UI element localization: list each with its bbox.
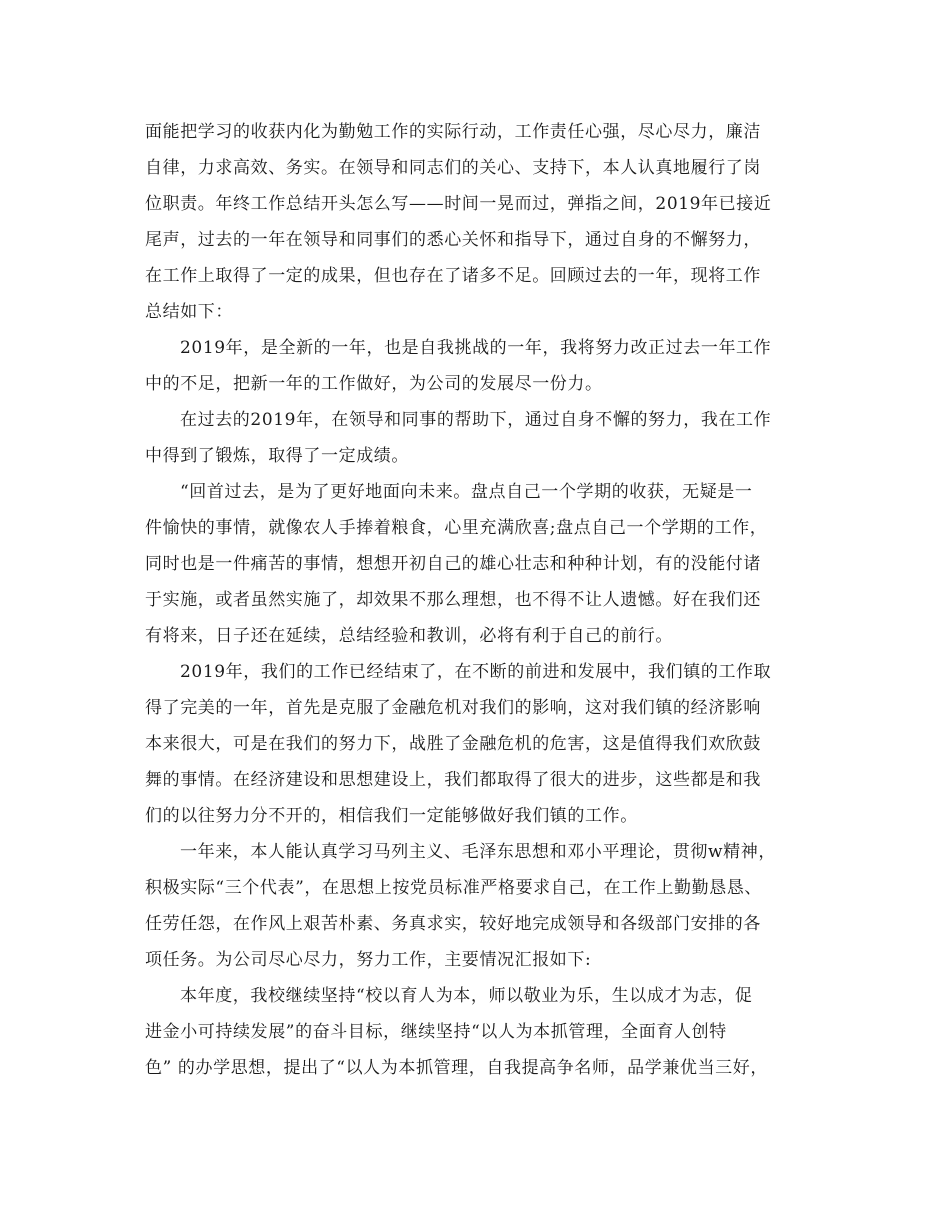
paragraph-start-line: 本年度，我校继续坚持“校以育人为本，师以敬业为乐，生以成才为志，促 [180, 986, 753, 1006]
document-body [145, 114, 835, 1086]
text-line: 任劳任怨，在作风上艰苦朴素、务真求实，较好地完成领导和各级部门安排的各 [145, 914, 761, 934]
text-line: 色” 的办学思想，提出了“以人为本抓管理，自我提高争名师，品学兼优当三好， [145, 1058, 768, 1078]
text-line: 自律，力求高效、务实。在领导和同志们的关心、支持下，本人认真地履行了岗 [145, 158, 761, 178]
text-line: 有将来，日子还在延续，总结经验和教训，必将有利于自己的前行。 [145, 626, 673, 646]
paragraph-start-line: “回首过去，是为了更好地面向未来。盘点自己一个学期的收获，无疑是一 [180, 482, 753, 502]
text-line: 中得到了锻炼，取得了一定成绩。 [145, 446, 409, 466]
text-line: 中的不足，把新一年的工作做好，为公司的发展尽一份力。 [145, 374, 603, 394]
text-line: 件愉快的事情，就像农人手捧着粮食，心里充满欣喜;盘点自己一个学期的工作， [145, 518, 768, 538]
text-line: 舞的事情。在经济建设和思想建设上，我们都取得了很大的进步，这些都是和我 [145, 770, 761, 790]
text-line: 在工作上取得了一定的成果，但也存在了诸多不足。回顾过去的一年，现将工作 [145, 266, 761, 286]
paragraph-start-line: 2019年，是全新的一年，也是自我挑战的一年，我将努力改正过去一年工作 [180, 338, 772, 358]
text-line: 总结如下： [145, 302, 233, 322]
paragraph-start-line: 2019年，我们的工作已经结束了，在不断的前进和发展中，我们镇的工作取 [180, 662, 772, 682]
paragraph-start-line: 在过去的2019年，在领导和同事的帮助下，通过自身不懈的努力，我在工作 [180, 410, 772, 430]
text-line: 位职责。年终工作总结开头怎么写——时间一晃而过，弹指之间，2019年已接近 [145, 194, 772, 214]
text-line: 们的以往努力分不开的，相信我们一定能够做好我们镇的工作。 [145, 806, 638, 826]
text-line: 本来很大，可是在我们的努力下，战胜了金融危机的危害，这是值得我们欢欣鼓 [145, 734, 761, 754]
text-line: 同时也是一件痛苦的事情，想想开初自己的雄心壮志和种种计划，有的没能付诸 [145, 554, 761, 574]
text-line: 于实施，或者虽然实施了，却效果不那么理想，也不得不让人遗憾。好在我们还 [145, 590, 761, 610]
paragraph-start-line: 一年来，本人能认真学习马列主义、毛泽东思想和邓小平理论，贯彻w精神， [180, 842, 776, 862]
text-line: 得了完美的一年，首先是克服了金融危机对我们的影响，这对我们镇的经济影响 [145, 698, 761, 718]
text-line: 进金小可持续发展”的奋斗目标，继续坚持“以人为本抓管理，全面育人创特 [145, 1022, 727, 1042]
text-line: 面能把学习的收获内化为勤勉工作的实际行动，工作责任心强，尽心尽力，廉洁 [145, 122, 761, 142]
text-line: 项任务。为公司尽心尽力，努力工作，主要情况汇报如下: [145, 950, 592, 970]
text-line: 尾声，过去的一年在领导和同事们的悉心关怀和指导下，通过自身的不懈努力， [145, 230, 761, 250]
text-line: 积极实际“三个代表”，在思想上按党员标准严格要求自己，在工作上勤勤恳恳、 [145, 878, 762, 898]
